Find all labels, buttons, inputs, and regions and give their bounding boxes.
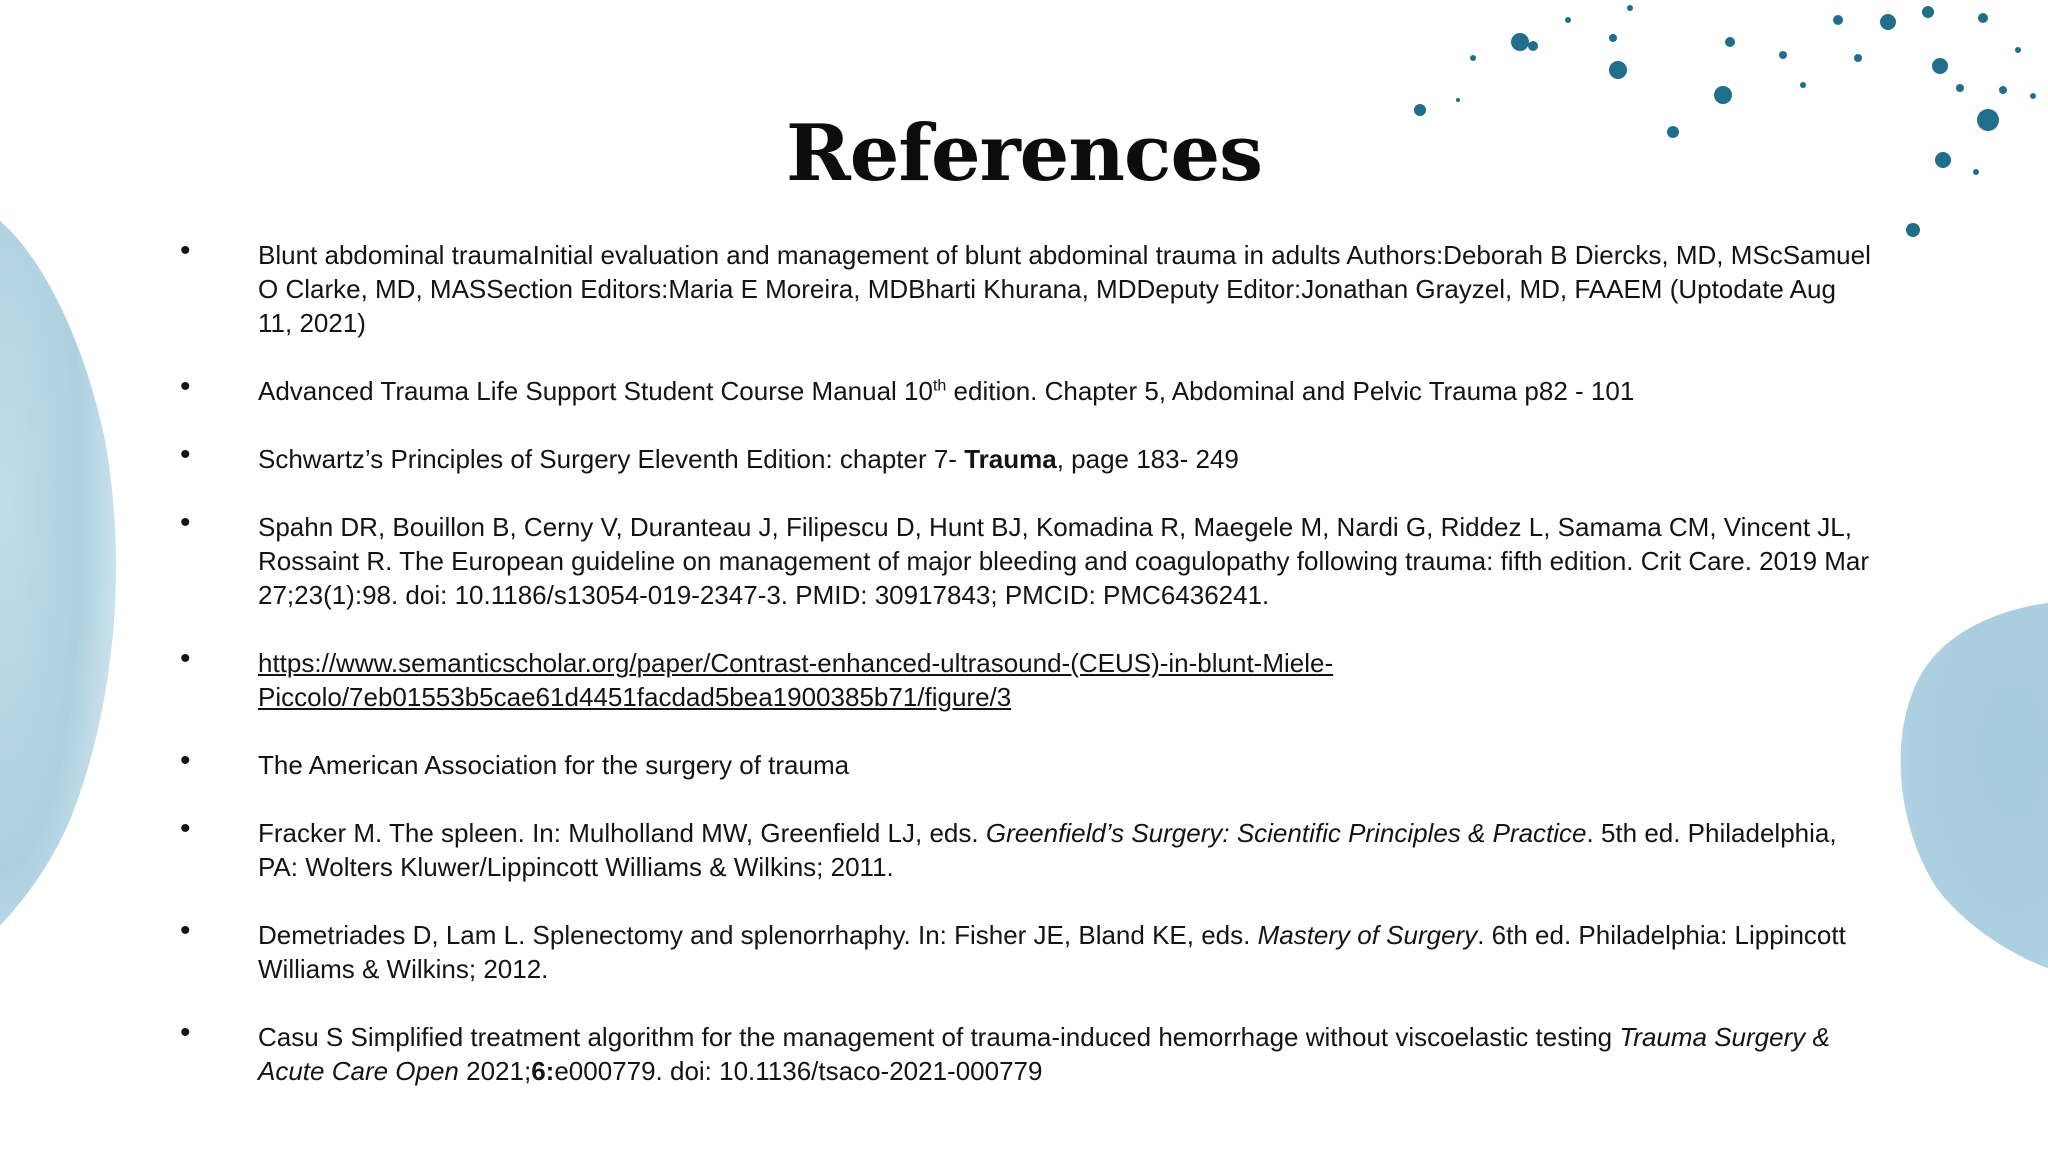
page-title: References: [785, 108, 1263, 199]
reference-item: [172, 642, 1872, 714]
reference-text: 2021;: [458, 1056, 532, 1086]
reference-item: [172, 744, 1872, 782]
watercolor-blob-left: [0, 200, 150, 960]
bullet-icon: •: [180, 438, 191, 471]
bullet-icon: •: [180, 642, 191, 675]
reference-text: The American Association for the surgery of trauma: [258, 750, 850, 780]
bullet-icon: •: [180, 370, 191, 403]
reference-text: , page 183- 249: [1056, 444, 1239, 474]
reference-text: e000779. doi: 10.1136/tsaco-2021-000779: [554, 1056, 1043, 1086]
reference-text: Advanced Trauma Life Support Student Course Manual 10: [258, 376, 933, 406]
bullet-icon: •: [180, 812, 191, 845]
italic-title: Greenfield’s Surgery: Scientific Principles & Practice: [985, 818, 1587, 848]
reference-item: [172, 370, 1872, 408]
bullet-icon: •: [180, 506, 191, 539]
reference-list: [172, 234, 1872, 1122]
watercolor-blob-right: [1888, 600, 2048, 980]
reference-text: . 5th ed. Philadelphia, PA: Wolters Kluwer/Lippincott Williams & Wilkins; 2011.: [258, 818, 1837, 882]
reference-item: [172, 812, 1872, 884]
superscript: th: [932, 377, 947, 395]
reference-text: Fracker M. The spleen. In: Mulholland MW, Greenfield LJ, eds.: [258, 818, 986, 848]
reference-item: [172, 1016, 1872, 1088]
reference-link[interactable]: https://www.semanticscholar.org/paper/Contrast-enhanced-ultrasound-(CEUS)-in-blunt-Miele-Piccolo/7eb01553b5cae61d4451facdad5bea1900385b71/figure/3: [258, 648, 1334, 712]
reference-text: Spahn DR, Bouillon B, Cerny V, Duranteau J, Filipescu D, Hunt BJ, Komadina R, Maegele M, Nardi G, Riddez L, Samama CM, Vincent JL, Rossaint R. The European guideline on management of major bleeding and coagulopathy following trauma: fifth edition. Crit Care. 2019 Mar 27;23(1):98. doi: 10.1186/s13054-019-2347-3. PMID: 30917843; PMCID: PMC6436241.: [258, 512, 1870, 610]
reference-text: . 6th ed. Philadelphia: Lippincott Williams & Wilkins; 2012.: [258, 920, 1846, 984]
reference-text: edition. Chapter 5, Abdominal and Pelvic Trauma p82 - 101: [946, 376, 1635, 406]
reference-text: Blunt abdominal traumaInitial evaluation and management of blunt abdominal trauma in adults Authors:Deborah B Diercks, MD, MScSamuel O Clarke, MD, MASSection Editors:Maria E Moreira, MDBharti Khurana, MDDeputy Editor:Jonathan Grayzel, MD, FAAEM (Uptodate Aug 11, 2021): [258, 240, 1871, 338]
reference-text: Casu S Simplified treatment algorithm for the management of trauma-induced hemorrhage without viscoelastic testing: [258, 1022, 1620, 1052]
bullet-icon: •: [180, 744, 191, 777]
bullet-icon: •: [180, 234, 191, 267]
bullet-icon: •: [180, 914, 191, 947]
bold-text: 6:: [531, 1056, 555, 1086]
reference-item: [172, 438, 1872, 476]
reference-item: [172, 234, 1872, 340]
reference-text: Demetriades D, Lam L. Splenectomy and splenorrhaphy. In: Fisher JE, Bland KE, eds.: [258, 920, 1258, 950]
bullet-icon: •: [180, 1016, 191, 1049]
bold-text: Trauma: [964, 444, 1057, 474]
reference-text: Schwartz’s Principles of Surgery Eleventh Edition: chapter 7-: [258, 444, 965, 474]
reference-item: [172, 506, 1872, 612]
italic-title: Trauma Surgery & Acute Care Open: [258, 1022, 1830, 1086]
reference-item: [172, 914, 1872, 986]
italic-title: Mastery of Surgery: [1257, 920, 1478, 950]
